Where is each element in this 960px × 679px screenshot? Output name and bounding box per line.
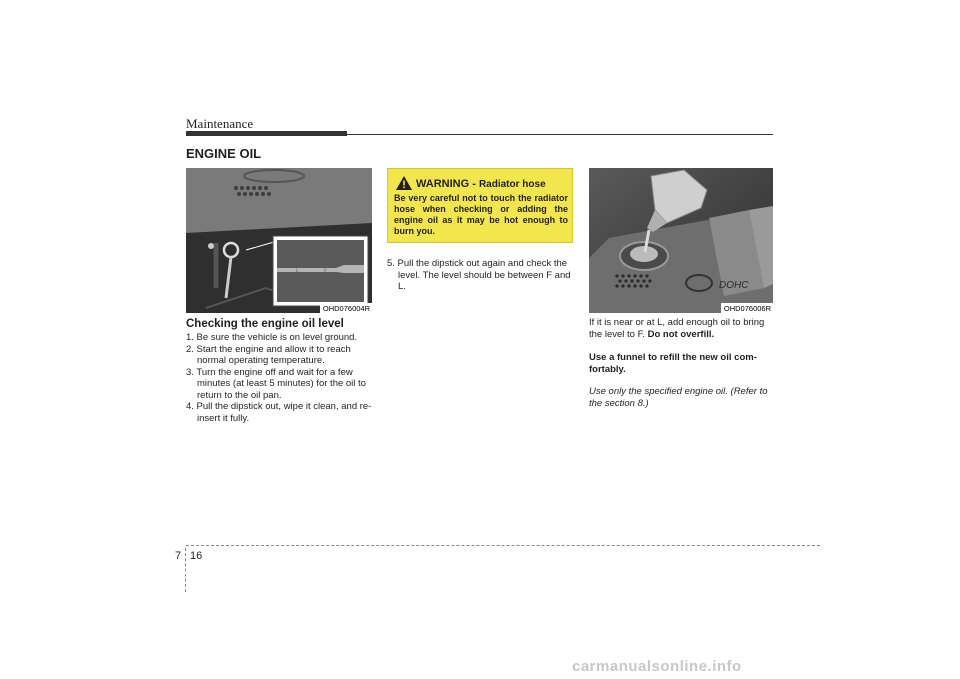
refill-paragraph [589,317,775,340]
step5-list [387,258,573,293]
engine-dipstick-illustration [186,168,372,313]
funnel-note: Use a funnel to refill the new oil com-fortably. [589,352,757,375]
svg-text:F: F [324,268,328,274]
chapter-header-title: Maintenance [186,116,254,131]
warning-box [387,168,573,243]
engine-badge-text: DOHC [719,280,749,291]
warning-heading [416,178,546,190]
list-item: 1. Be sure the vehicle is on level ground. [186,332,358,343]
warning-title: Radiator hose [478,179,546,190]
refill-warning-text: Do not overfill. [647,328,715,340]
page-number: 16 [190,550,203,562]
footer-divider [185,548,186,592]
checking-heading: Checking the engine oil level [186,318,344,330]
list-item: 2. Start the engine and allow it to reach normal operating temperature. [186,343,351,366]
watermark: carmanualsonline.info [572,658,742,675]
oil-refill-photo [589,168,773,313]
figure-code-right: OHD076006R [721,303,773,313]
page-chapter-number: 7 [175,550,182,562]
footer-rule [186,545,820,546]
header-rule-thin [347,134,773,135]
svg-text:L: L [296,268,299,274]
warning-triangle-icon [395,175,413,191]
list-item: 4. Pull the dipstick out, wipe it clean, and re-insert it fully. [186,401,372,424]
checking-steps-list [186,332,372,424]
section-title: ENGINE OIL [186,146,262,161]
list-item: 5. Pull the dipstick out again and check the level. The level should be between F and L. [387,258,571,292]
refill-text: If it is near or at L, add enough oil to bring the level to F. [589,317,765,340]
spec-note: Use only the specified engine oil. (Refer to the section 8.) [589,386,768,409]
warning-label: WARNING - [416,178,476,190]
dipstick-photo [186,168,372,313]
figure-code-left: OHD076004R [320,303,372,313]
warning-text: Be very careful not to touch the radiator hose when checking or adding the engine oil as it may be hot enough to burn you. [394,193,568,236]
oil-pouring-illustration [589,168,773,313]
list-item: 3. Turn the engine off and wait for a few minutes (at least 5 minutes) for the oil to return to the oil pan. [186,366,366,401]
header-rule-thick [186,131,347,136]
